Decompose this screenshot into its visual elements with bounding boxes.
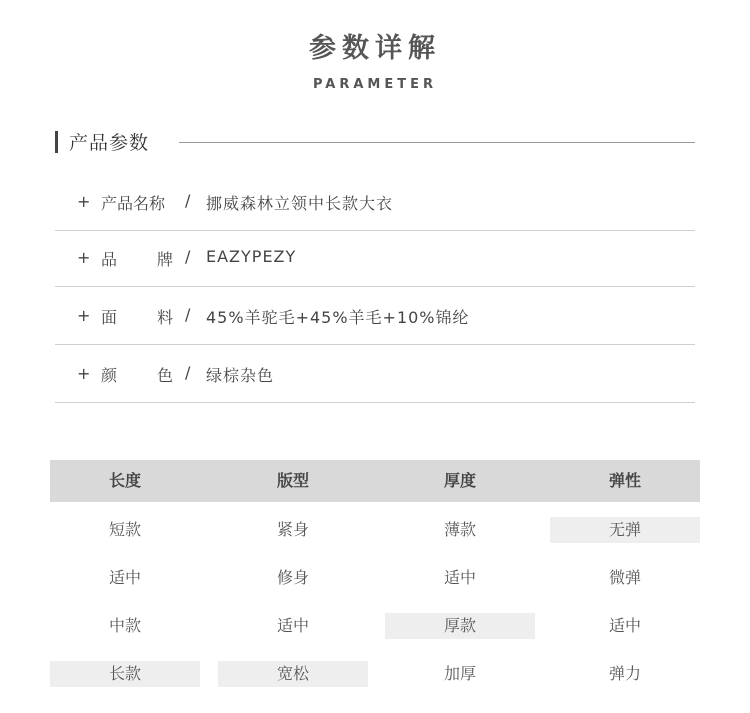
param-value: EAZYPEZY xyxy=(206,247,297,266)
plus-icon: + xyxy=(77,306,91,325)
param-row xyxy=(55,172,695,231)
table-cell: 适中 xyxy=(276,616,309,635)
param-value: 挪威森林立领中长款大衣 xyxy=(206,194,394,213)
param-value: 绿棕杂色 xyxy=(206,366,275,385)
param-label-part: 色 xyxy=(156,366,173,385)
table-cell: 适中 xyxy=(443,568,476,587)
table-column-header: 厚度 xyxy=(443,471,476,490)
table-cell: 修身 xyxy=(276,568,309,587)
param-label-part: 颜 xyxy=(101,366,118,385)
table-cell: 紧身 xyxy=(276,520,309,539)
param-label xyxy=(101,305,173,328)
section-title: 产品参数 xyxy=(69,132,150,154)
param-label-part: 品 xyxy=(101,250,118,269)
param-label-part: 产品名称 xyxy=(101,194,166,213)
table-cell: 短款 xyxy=(108,520,141,539)
plus-icon: + xyxy=(77,192,91,211)
param-row xyxy=(55,344,695,403)
table-cell: 适中 xyxy=(108,568,141,587)
param-label xyxy=(101,191,165,214)
section-divider xyxy=(179,142,695,143)
section-marker xyxy=(55,131,58,153)
table-cell: 加厚 xyxy=(443,664,476,683)
param-separator: / xyxy=(185,363,191,382)
table-column-header: 版型 xyxy=(276,471,309,490)
param-label xyxy=(101,247,173,270)
table-cell: 宽松 xyxy=(218,661,368,687)
table-cell: 弹力 xyxy=(608,664,641,683)
param-row xyxy=(55,228,695,287)
param-separator: / xyxy=(185,247,191,266)
plus-icon: + xyxy=(77,364,91,383)
param-label-part: 料 xyxy=(156,308,173,327)
table-column-header: 弹性 xyxy=(608,471,641,490)
param-separator: / xyxy=(185,191,191,210)
table-cell: 厚款 xyxy=(385,613,535,639)
param-value: 45%羊驼毛+45%羊毛+10%锦纶 xyxy=(206,308,470,327)
param-row xyxy=(55,286,695,345)
param-label-part: 牌 xyxy=(156,250,173,269)
table-cell: 适中 xyxy=(608,616,641,635)
attribute-table-header xyxy=(50,460,700,502)
page-title: 参数详解 xyxy=(309,33,441,64)
table-cell: 无弹 xyxy=(550,517,700,543)
table-cell: 薄款 xyxy=(443,520,476,539)
table-cell: 长款 xyxy=(50,661,200,687)
param-label xyxy=(101,363,173,386)
param-separator: / xyxy=(185,305,191,324)
page-subtitle: PARAMETER xyxy=(312,77,438,92)
table-cell: 中款 xyxy=(108,616,141,635)
plus-icon: + xyxy=(77,248,91,267)
table-cell: 微弹 xyxy=(608,568,641,587)
table-column-header: 长度 xyxy=(108,471,141,490)
param-label-part: 面 xyxy=(101,308,118,327)
